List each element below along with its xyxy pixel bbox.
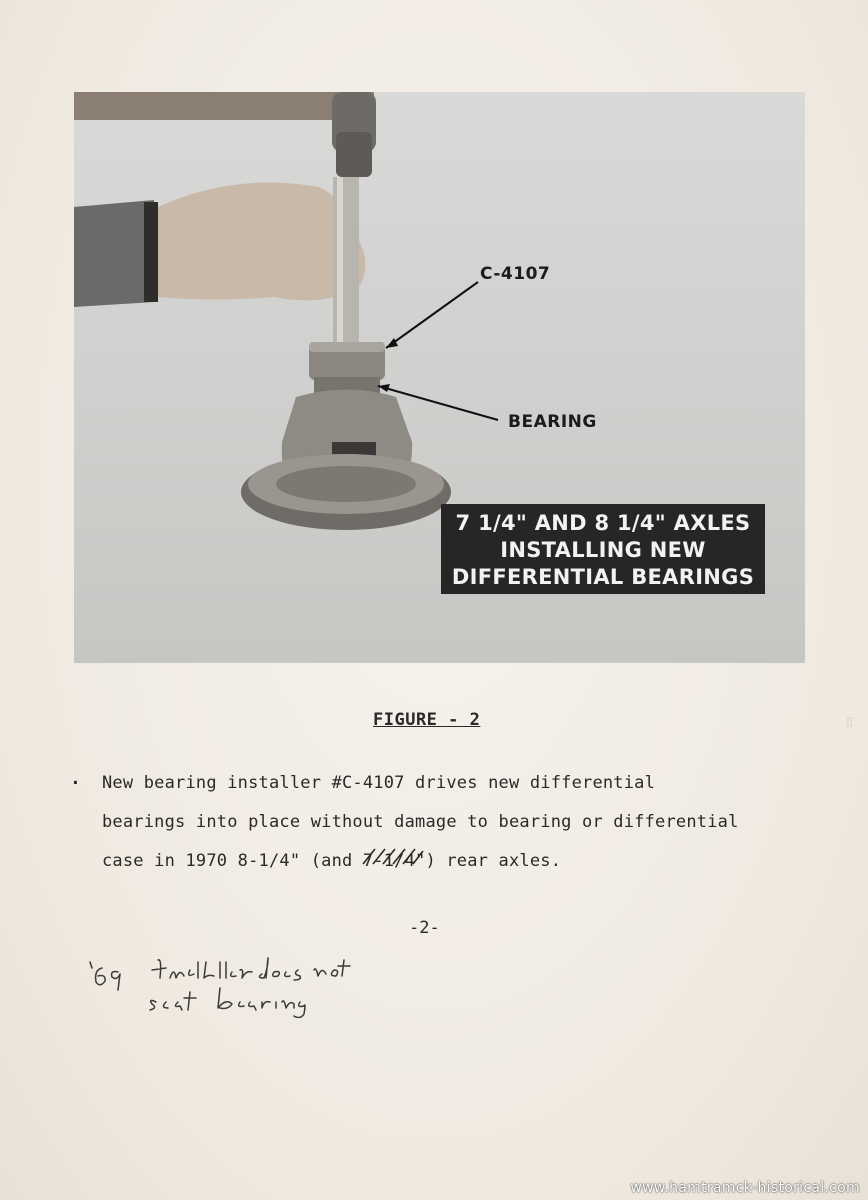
bullet-point: . [70, 768, 81, 789]
struck-out-value: 7-1/4" [362, 851, 426, 871]
site-watermark: www.hamtramck-historical.com [630, 1180, 860, 1196]
tool-callout-label: C-4107 [480, 264, 551, 284]
caption-line: INSTALLING NEW [500, 538, 706, 562]
caption-line: 7 1/4" AND 8 1/4" AXLES [455, 511, 751, 535]
photo-caption-box [441, 504, 765, 594]
paragraph-text: ) rear axles. [425, 851, 562, 871]
strikethrough-scribble [361, 846, 427, 868]
paragraph-text: case in 1970 8-1/4" (and [102, 851, 363, 871]
body-paragraph [102, 764, 802, 881]
struck-out-text [363, 842, 426, 881]
page-number: -2- [409, 918, 440, 938]
paragraph-line: New bearing installer #C-4107 drives new differential [102, 773, 656, 793]
figure-label: FIGURE - 2 [373, 710, 481, 730]
figure-photo [74, 92, 805, 663]
handwritten-note [86, 948, 376, 1022]
handwritten-signature-image [86, 948, 376, 1018]
paragraph-line [102, 842, 802, 881]
caption-line: DIFFERENTIAL BEARINGS [451, 565, 755, 589]
paragraph-line: bearings into place without damage to bearing or differential [102, 812, 739, 832]
bleed-through-mark: ▯ [845, 712, 855, 730]
bearing-callout-label: BEARING [508, 412, 597, 432]
